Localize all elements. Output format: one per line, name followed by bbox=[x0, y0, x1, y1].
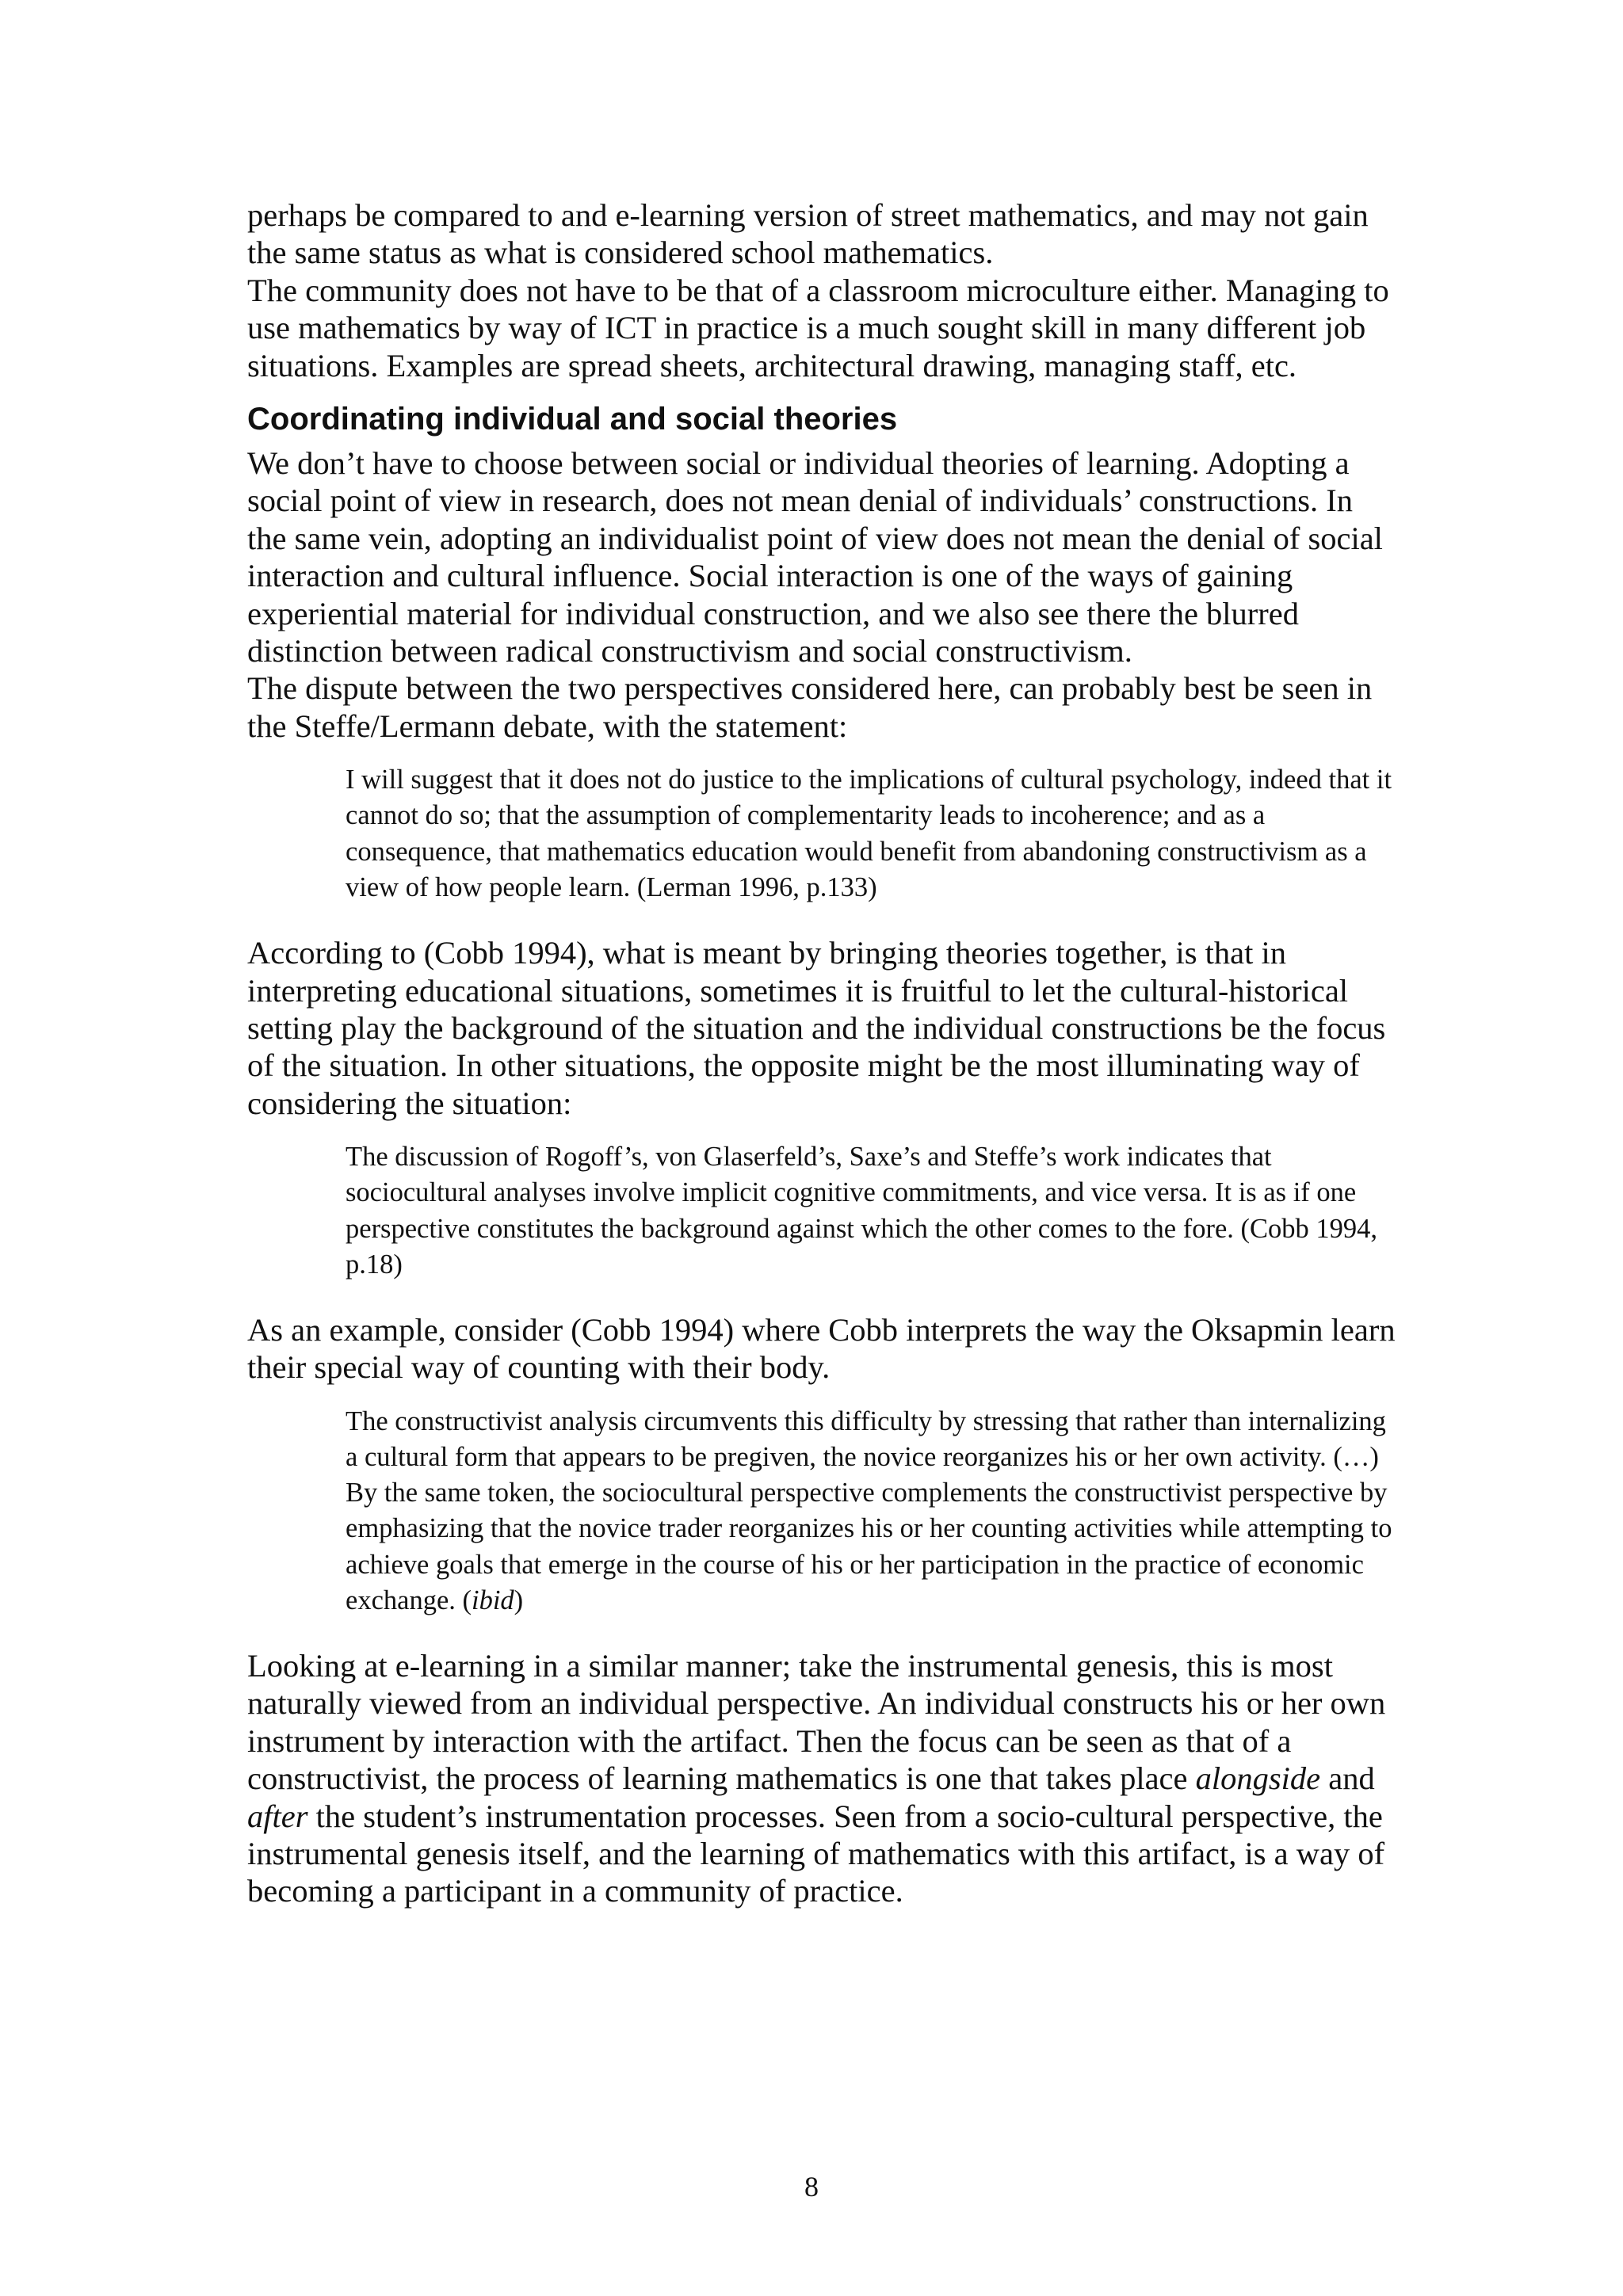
paragraph-e-learning bbox=[247, 1647, 1396, 1910]
quote-constructivist-citation: ibid bbox=[472, 1585, 514, 1615]
page-number: 8 bbox=[804, 2171, 819, 2203]
intro-paragraph-continued: perhaps be compared to and e-learning version of street mathematics, and may not gain the same status as what is considered school mathematics. bbox=[247, 197, 1369, 271]
paragraph-cobb-theories: According to (Cobb 1994), what is meant by bringing theories together, is that in interpreting educational situations, sometimes it is fruitful to let the cultural-historical setting play the background of the situation and the individual constructions be the focus of the situation. In other situations, the opposite might be the most illuminating way of considering the situation: bbox=[247, 935, 1386, 1121]
paragraph-social-individual: We don’t have to choose between social or individual theories of learning. Adopting a social point of view in research, does not mean denial of individuals’ constructions. In the same vein, adopting an individualist point of view does not mean the denial of social interaction and cultural influence. Social interaction is one of the ways of gaining experiential material for individual construction, and we also see there the blurred distinction between radical constructivism and social constructivism. bbox=[247, 445, 1383, 669]
block-quote-lerman bbox=[346, 762, 1400, 906]
paragraph-dispute: The dispute between the two perspectives considered here, can probably best be seen in the Steffe/Lermann debate, with the statement: bbox=[247, 670, 1373, 744]
quote-constructivist-end: ) bbox=[514, 1585, 524, 1615]
emphasis-alongside: alongside bbox=[1195, 1760, 1321, 1797]
quote-constructivist-text bbox=[346, 1404, 1400, 1619]
page-content bbox=[247, 196, 1396, 1910]
intro-paragraph-community: The community does not have to be that of a classroom microculture either. Managing to use mathematics by way of ICT in practice is a much sought skill in many different job situations. Examples are spread sheets, architectural drawing, managing staff, etc. bbox=[247, 272, 1389, 383]
paragraph-e-learning-part-a: Looking at e-learning in a similar manner; take the instrumental genesis, this is most naturally viewed from an individual perspective. An individual constructs his or her own instrument by interaction with the artifact. Then the focus can be seen as that of a constructivist, the process of learning mathematics is one that takes place bbox=[247, 1647, 1386, 1797]
block-quote-constructivist bbox=[346, 1404, 1400, 1619]
block-quote-cobb bbox=[346, 1139, 1400, 1283]
quote-constructivist-main: The constructivist analysis circumvents this difficulty by stressing that rather than internalizing a cultural form that appears to be pregiven, the novice reorganizes his or her own activity. (…) By the same token, the sociocultural perspective complements the constructivist perspective by emphasizing that the novice trader reorganizes his or her counting activities while attempting to achieve goals that emerge in the course of his or her participation in the practice of economic exchange. ( bbox=[346, 1405, 1392, 1615]
paragraph-e-learning-part-b: and bbox=[1320, 1760, 1375, 1797]
section-heading: Coordinating individual and social theories bbox=[247, 402, 898, 437]
quote-cobb-text: The discussion of Rogoff’s, von Glaserfeld’s, Saxe’s and Steffe’s work indicates that sociocultural analyses involve implicit cognitive commitments, and vice versa. It is as if one perspective constitutes the background against which the other comes to the fore. (Cobb 1994, p.18) bbox=[346, 1142, 1378, 1280]
paragraph-e-learning-part-c: the student’s instrumentation processes. Seen from a socio-cultural perspective, the instrumental genesis itself, and the learning of mathematics with this artifact, is a way of becoming a participant in a community of practice. bbox=[247, 1798, 1385, 1909]
paragraph-oksapmin-example: As an example, consider (Cobb 1994) where Cobb interprets the way the Oksapmin learn their special way of counting with their body. bbox=[247, 1311, 1396, 1386]
emphasis-after: after bbox=[247, 1798, 308, 1834]
quote-lerman-text: I will suggest that it does not do justice to the implications of cultural psychology, indeed that it cannot do so; that the assumption of complementarity leads to incoherence; and as a consequence, that mathematics education would benefit from abandoning constructivism as a view of how people learn. (Lerman 1996, p.133) bbox=[346, 765, 1392, 902]
